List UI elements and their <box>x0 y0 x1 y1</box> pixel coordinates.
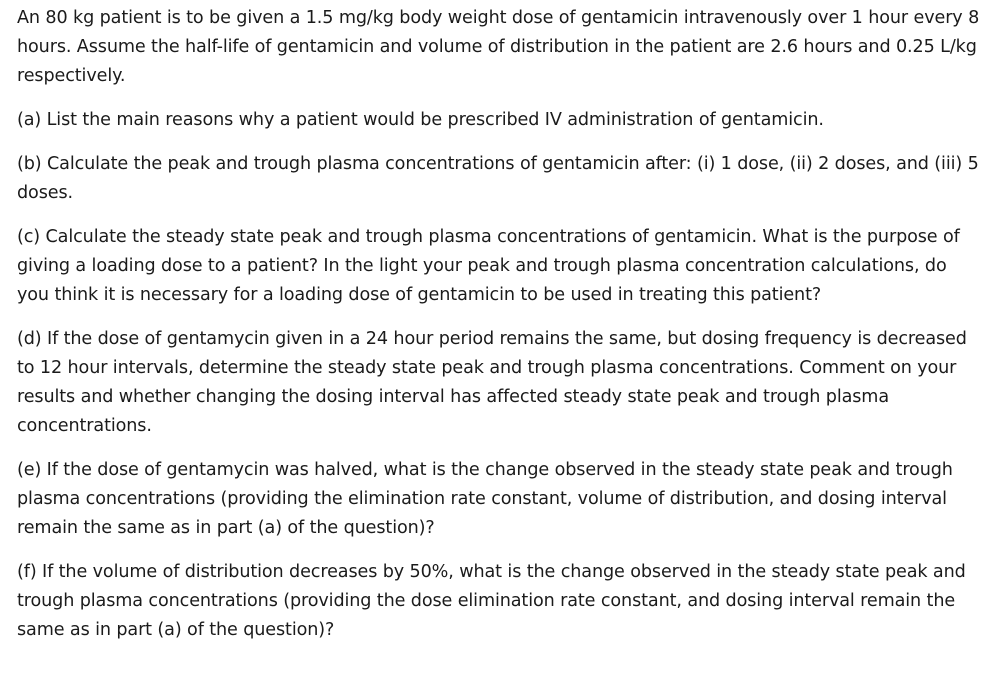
question-e: (e) If the dose of gentamycin was halved, what is the change observed in the steady state peak and trough plasma concentrations (providing the elimination rate constant, volume of distribution, and dosing interval remain the same as in part (a) of the question)? <box>17 460 953 538</box>
question-b: (b) Calculate the peak and trough plasma concentrations of gentamicin after: (i) 1 dose, (ii) 2 doses, and (iii) 5 doses. <box>17 154 979 203</box>
document-body <box>17 4 983 660</box>
question-a: (a) List the main reasons why a patient would be prescribed IV administration of gentamicin. <box>17 110 824 130</box>
question-f: (f) If the volume of distribution decreases by 50%, what is the change observed in the steady state peak and trough plasma concentrations (providing the dose elimination rate constant, and dosing interval remain the same as in part (a) of the question)? <box>17 562 966 640</box>
intro-paragraph: An 80 kg patient is to be given a 1.5 mg/kg body weight dose of gentamicin intravenously over 1 hour every 8 hours. Assume the half-life of gentamicin and volume of distribution in the patient are 2.6 hours and 0.25 L/kg respectively. <box>17 8 980 86</box>
question-c: (c) Calculate the steady state peak and trough plasma concentrations of gentamicin. What is the purpose of giving a loading dose to a patient? In the light your peak and trough plasma concentration calculations, do you think it is necessary for a loading dose of gentamicin to be used in treating this patient? <box>17 227 960 305</box>
question-d: (d) If the dose of gentamycin given in a 24 hour period remains the same, but dosing frequency is decreased to 12 hour intervals, determine the steady state peak and trough plasma concentrations. Comment on your results and whether changing the dosing interval has affected steady state peak and trough plasma concentrations. <box>17 329 967 436</box>
